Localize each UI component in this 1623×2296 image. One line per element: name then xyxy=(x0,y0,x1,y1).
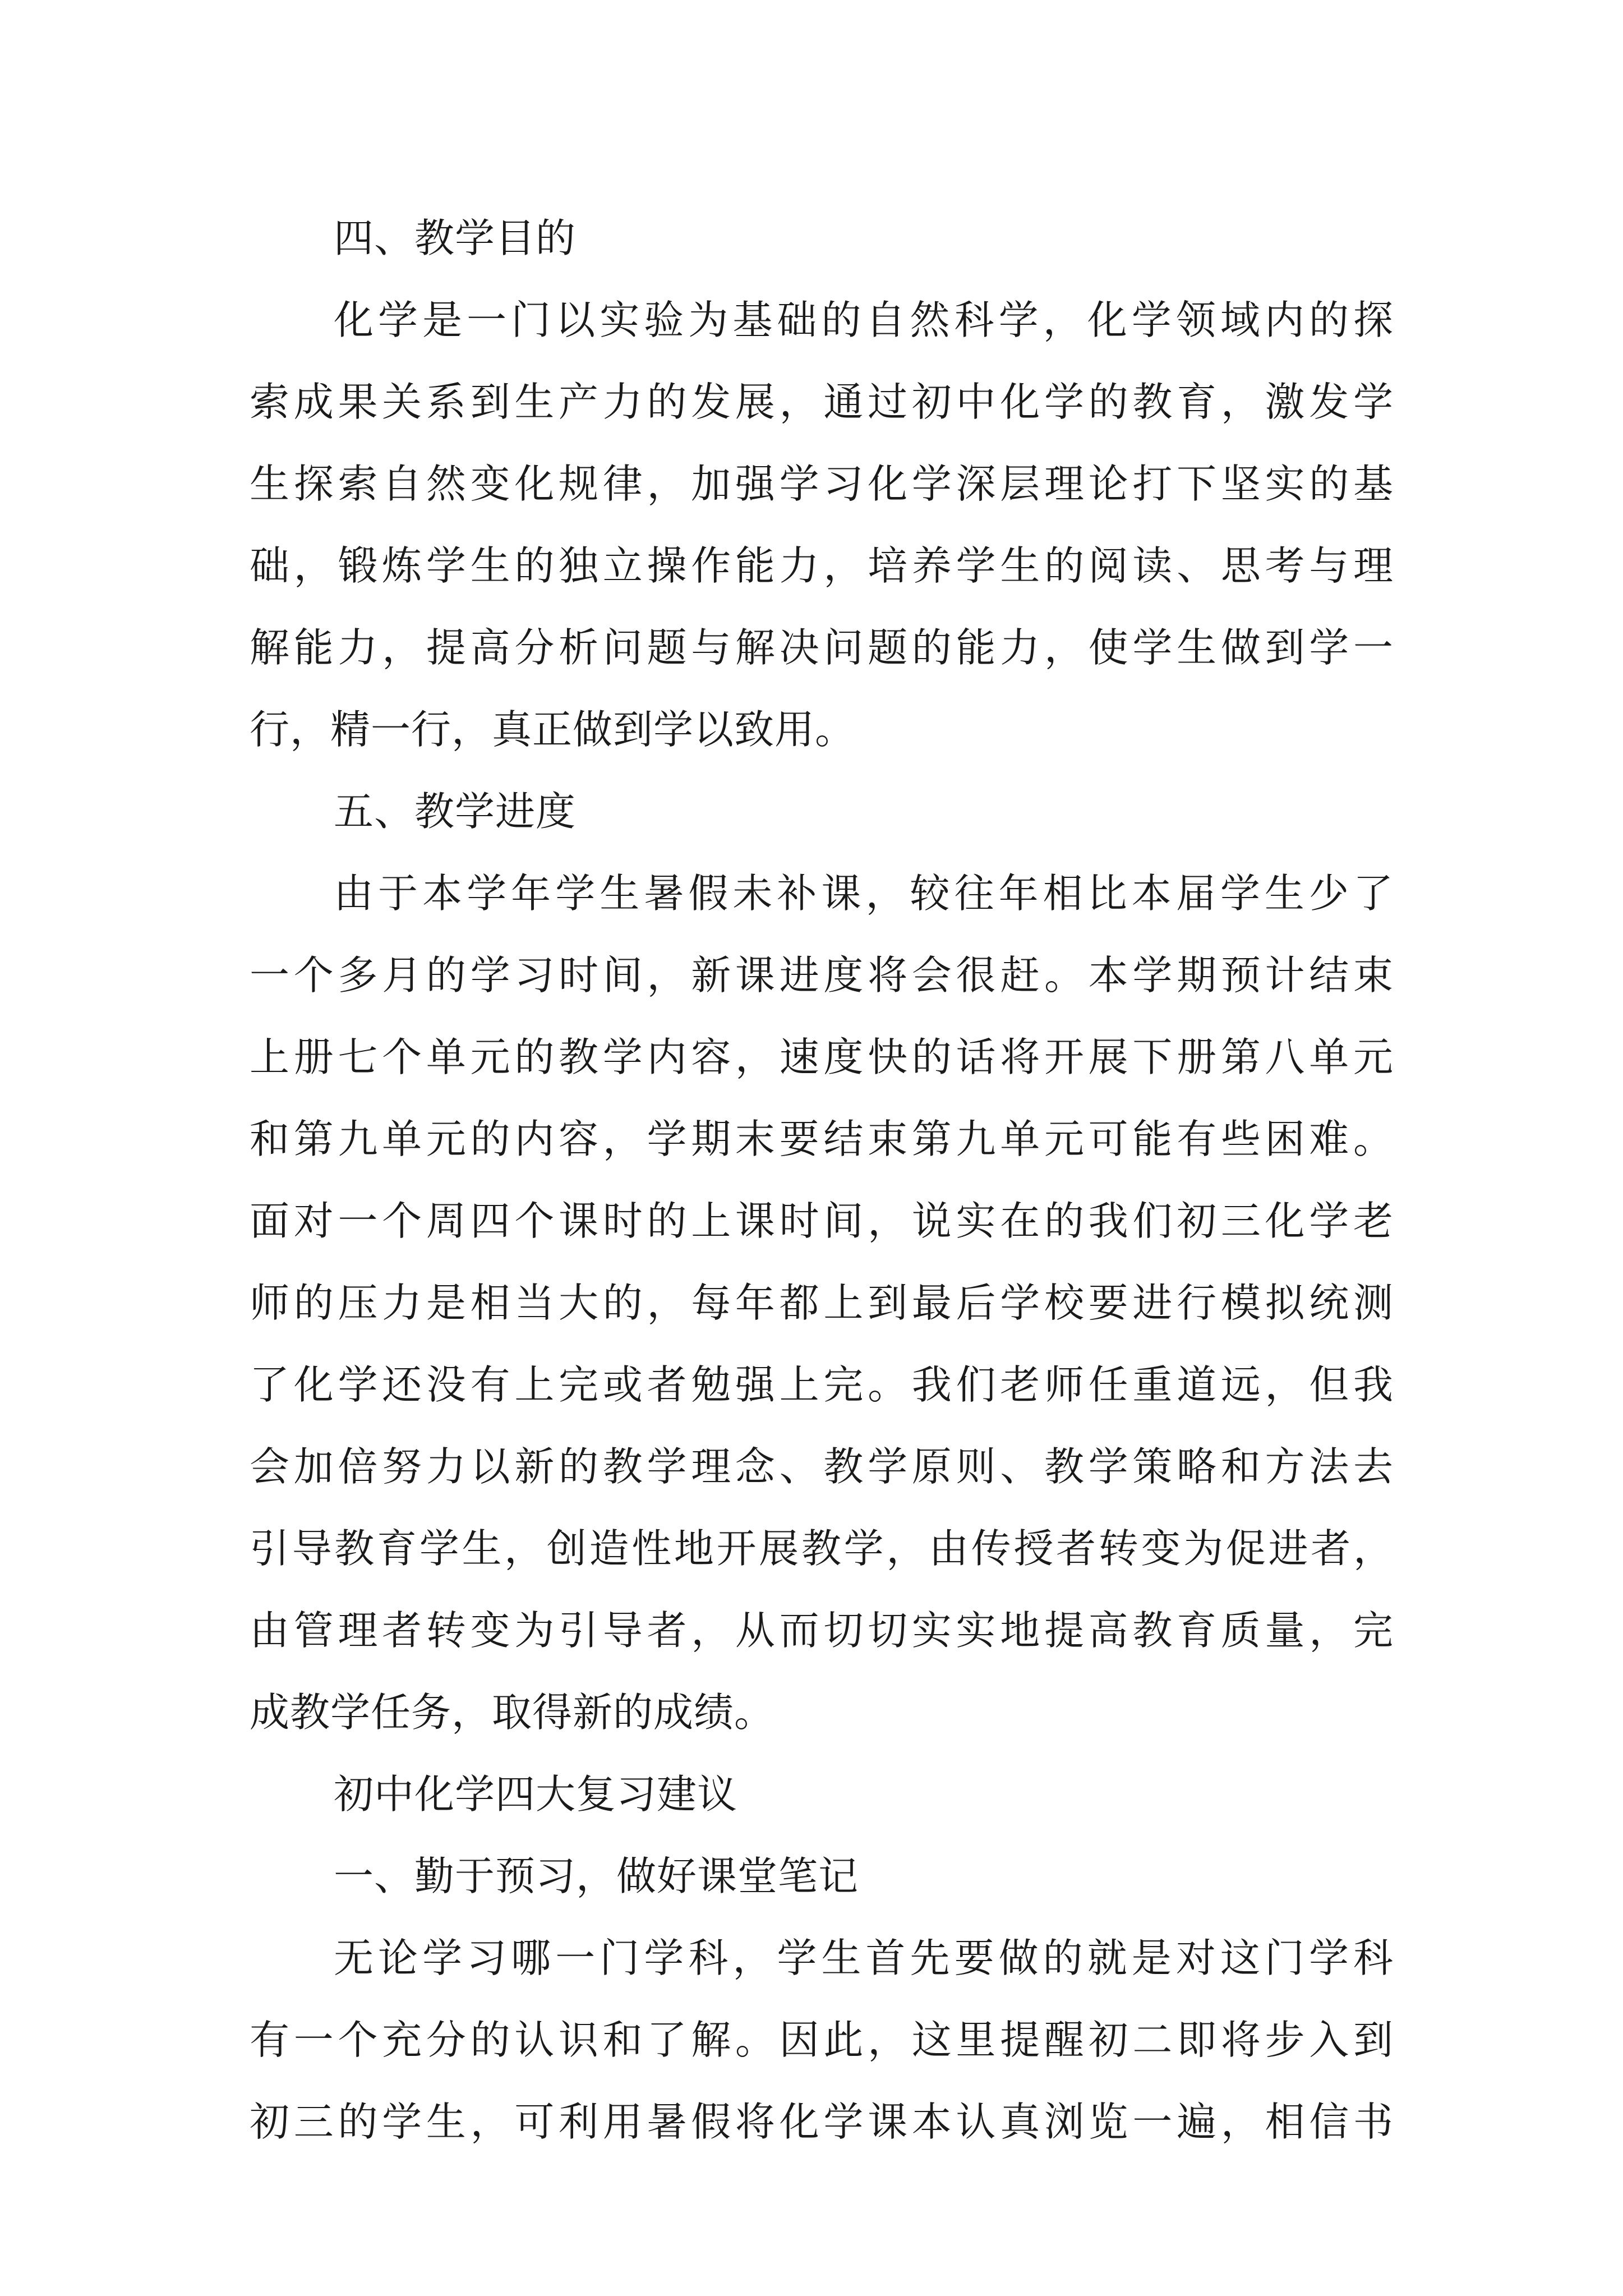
paragraph-line: 一个多月的学习时间，新课进度将会很赶。本学期预计结束 xyxy=(250,952,1394,999)
paragraph-line: 生探索自然变化规律，加强学习化学深层理论打下坚实的基 xyxy=(250,461,1394,507)
paragraph-line: 成教学任务，取得新的成绩。 xyxy=(250,1689,775,1736)
paragraph-line: 有一个充分的认识和了解。因此，这里提醒初二即将步入到 xyxy=(250,2017,1394,2063)
paragraph-line: 面对一个周四个课时的上课时间，说实在的我们初三化学老 xyxy=(250,1198,1394,1244)
paragraph-line: 索成果关系到生产力的发展，通过初中化学的教育，激发学 xyxy=(250,379,1394,425)
section-heading-teaching-progress: 五、教学进度 xyxy=(334,788,577,835)
paragraph-line: 化学是一门以实验为基础的自然科学，化学领域内的探 xyxy=(334,297,1394,343)
section-heading-review-suggestions: 初中化学四大复习建议 xyxy=(334,1771,738,1818)
section-heading-preview-notes: 一、勤于预习，做好课堂笔记 xyxy=(334,1853,859,1899)
paragraph-line: 初三的学生，可利用暑假将化学课本认真浏览一遍，相信书 xyxy=(250,2099,1394,2145)
paragraph-line: 解能力，提高分析问题与解决问题的能力，使学生做到学一 xyxy=(250,624,1394,671)
paragraph-line: 行，精一行，真正做到学以致用。 xyxy=(250,706,856,753)
paragraph-line: 上册七个单元的教学内容，速度快的话将开展下册第八单元 xyxy=(250,1034,1394,1080)
paragraph-line: 础，锻炼学生的独立操作能力，培养学生的阅读、思考与理 xyxy=(250,542,1394,589)
paragraph-line: 由管理者转变为引导者，从而切切实实地提高教育质量，完 xyxy=(250,1607,1394,1654)
paragraph-line: 引导教育学生，创造性地开展教学，由传授者转变为促进者， xyxy=(250,1525,1394,1572)
document-body xyxy=(250,197,1394,2163)
paragraph-line: 会加倍努力以新的教学理念、教学原则、教学策略和方法去 xyxy=(250,1443,1394,1490)
paragraph-line: 师的压力是相当大的，每年都上到最后学校要进行模拟统测 xyxy=(250,1280,1394,1326)
paragraph-line: 无论学习哪一门学科，学生首先要做的就是对这门学科 xyxy=(334,1935,1394,1981)
section-heading-teaching-goal: 四、教学目的 xyxy=(334,215,577,261)
paragraph-line: 由于本学年学生暑假未补课，较往年相比本届学生少了 xyxy=(334,870,1394,917)
paragraph-line: 了化学还没有上完或者勉强上完。我们老师任重道远，但我 xyxy=(250,1361,1394,1408)
paragraph-line: 和第九单元的内容，学期末要结束第九单元可能有些困难。 xyxy=(250,1116,1394,1162)
